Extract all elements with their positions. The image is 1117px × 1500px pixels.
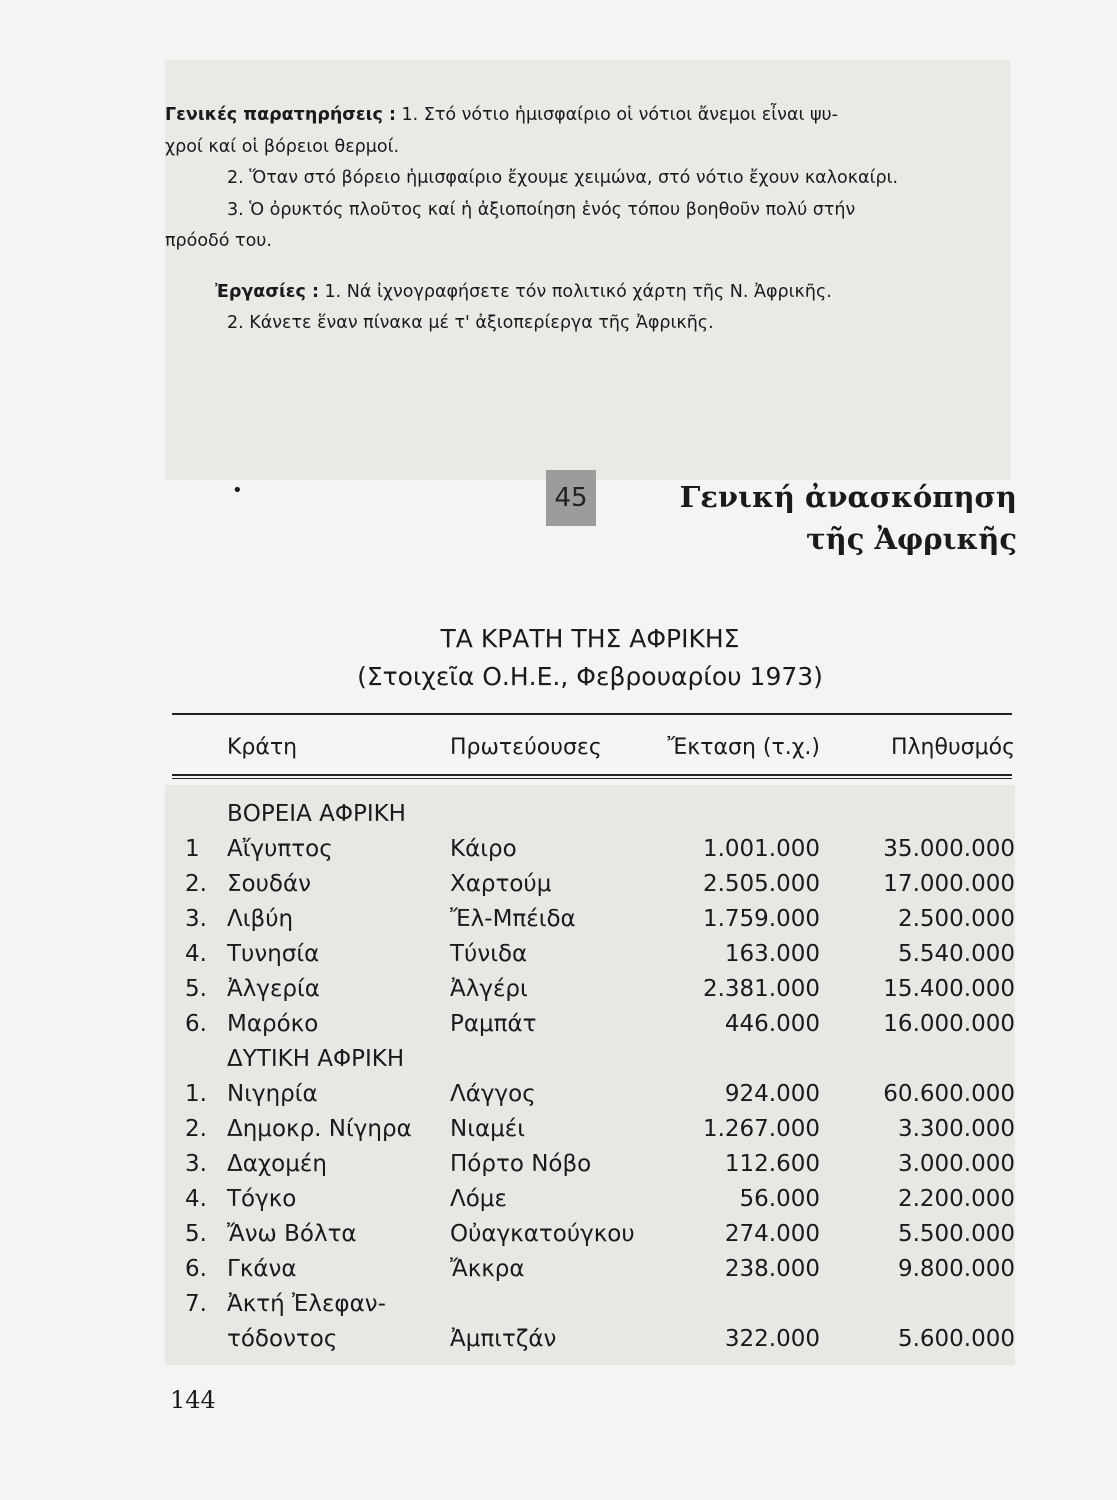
general-note-2: 2. Ὅταν στό βόρειο ἡμισφαίριο ἔχουμε χειμώνα, στό νότιο ἔχουν καλοκαίρι. (227, 168, 899, 188)
table-row: 7. Ἀκτή Ἐλεφαν- (185, 1291, 386, 1317)
table-subtitle: (Στοιχεῖα Ο.Η.Ε., Φεβρουαρίου 1973) (357, 662, 823, 691)
table-row: 6. Μαρόκο Ραμπάτ 446.000 16.000.000 (185, 1011, 1015, 1037)
table-row: 1. Νιγηρία Λάγγος 924.000 60.600.000 (185, 1081, 1015, 1107)
region-row: ΒΟΡΕΙΑ ΑΦΡΙΚΗ (227, 801, 406, 827)
chapter-title-line-2: τῆς Ἀφρικῆς (806, 522, 1017, 556)
table-row: 4. Τόγκο Λόμε 56.000 2.200.000 (185, 1186, 1015, 1212)
table-row: 6. Γκάνα Ἄκκρα 238.000 9.800.000 (185, 1256, 1015, 1282)
general-notes-label: Γενικές παρατηρήσεις : (165, 105, 396, 125)
table-body (165, 797, 1015, 1357)
general-note-1: Γενικές παρατηρήσεις : 1. Στό νότιο ἡμισφαίριο οἱ νότιοι ἄνεμοι εἶναι ψυ- (165, 105, 838, 125)
table-row: 5. Ἄνω Βόλτα Οὐαγκατούγκου 274.000 5.500.000 (185, 1221, 1015, 1247)
header-population: Πληθυσμός (890, 735, 1015, 760)
general-note-1-cont: χροί καί οἱ βόρειοι θερμοί. (165, 136, 400, 157)
general-note-3-cont: πρόοδό του. (165, 231, 272, 251)
chapter-title-line-1: Γενική ἀνασκόπηση (679, 480, 1017, 514)
tasks-label: Ἐργασίες : (215, 281, 319, 302)
table-row: 4. Τυνησία Τύνιδα 163.000 5.540.000 (185, 941, 1015, 967)
header-states: Κράτη (227, 735, 298, 760)
general-note-3: 3. Ὁ ὀρυκτός πλοῦτος καί ἡ ἀξιοποίηση ἑνός τόπου βοηθοῦν πολύ στήν (227, 199, 856, 220)
header-area: Ἔκταση (τ.χ.) (667, 735, 820, 760)
table-heading (165, 620, 1015, 696)
task-2: 2. Κάνετε ἕναν πίνακα μέ τ' ἀξιοπερίεργα τῆς Ἀφρικῆς. (227, 313, 714, 333)
table-title: ΤΑ ΚΡΑΤΗ ΤΗΣ ΑΦΡΙΚΗΣ (440, 624, 740, 653)
header-bottom-rule (172, 774, 1012, 776)
table-row: 1 Αἴγυπτος Κάιρο 1.001.000 35.000.000 (185, 836, 1015, 862)
table-row: 3. Λιβύη Ἔλ-Μπέιδα 1.759.000 2.500.000 (185, 906, 1015, 932)
table-row-continuation: τόδοντος Ἀμπιτζάν 322.000 5.600.000 (227, 1326, 1015, 1352)
task-1: Ἐργασίες : 1. Νά ἰχνογραφήσετε τόν πολιτικό χάρτη τῆς Ν. Ἀφρικῆς. (215, 281, 832, 302)
dot-mark: • (232, 480, 243, 501)
table-top-rule (172, 713, 1012, 715)
header-capitals: Πρωτεύουσες (450, 735, 602, 760)
notes-section (165, 100, 1015, 340)
table-row: 5. Ἀλγερία Ἀλγέρι 2.381.000 15.400.000 (185, 976, 1015, 1002)
table-row: 3. Δαχομέη Πόρτο Νόβο 112.600 3.000.000 (185, 1151, 1015, 1177)
table-header-row (165, 730, 1015, 766)
page-number: 144 (170, 1386, 216, 1414)
table-row: 2. Δημοκρ. Νίγηρα Νιαμέι 1.267.000 3.300.000 (185, 1116, 1015, 1142)
header-bottom-rule-2 (172, 778, 1012, 779)
chapter-title (680, 476, 1017, 560)
chapter-number: 45 (546, 470, 596, 526)
region-row: ΔΥΤΙΚΗ ΑΦΡΙΚΗ (227, 1046, 405, 1072)
table-row: 2. Σουδάν Χαρτούμ 2.505.000 17.000.000 (185, 871, 1015, 897)
